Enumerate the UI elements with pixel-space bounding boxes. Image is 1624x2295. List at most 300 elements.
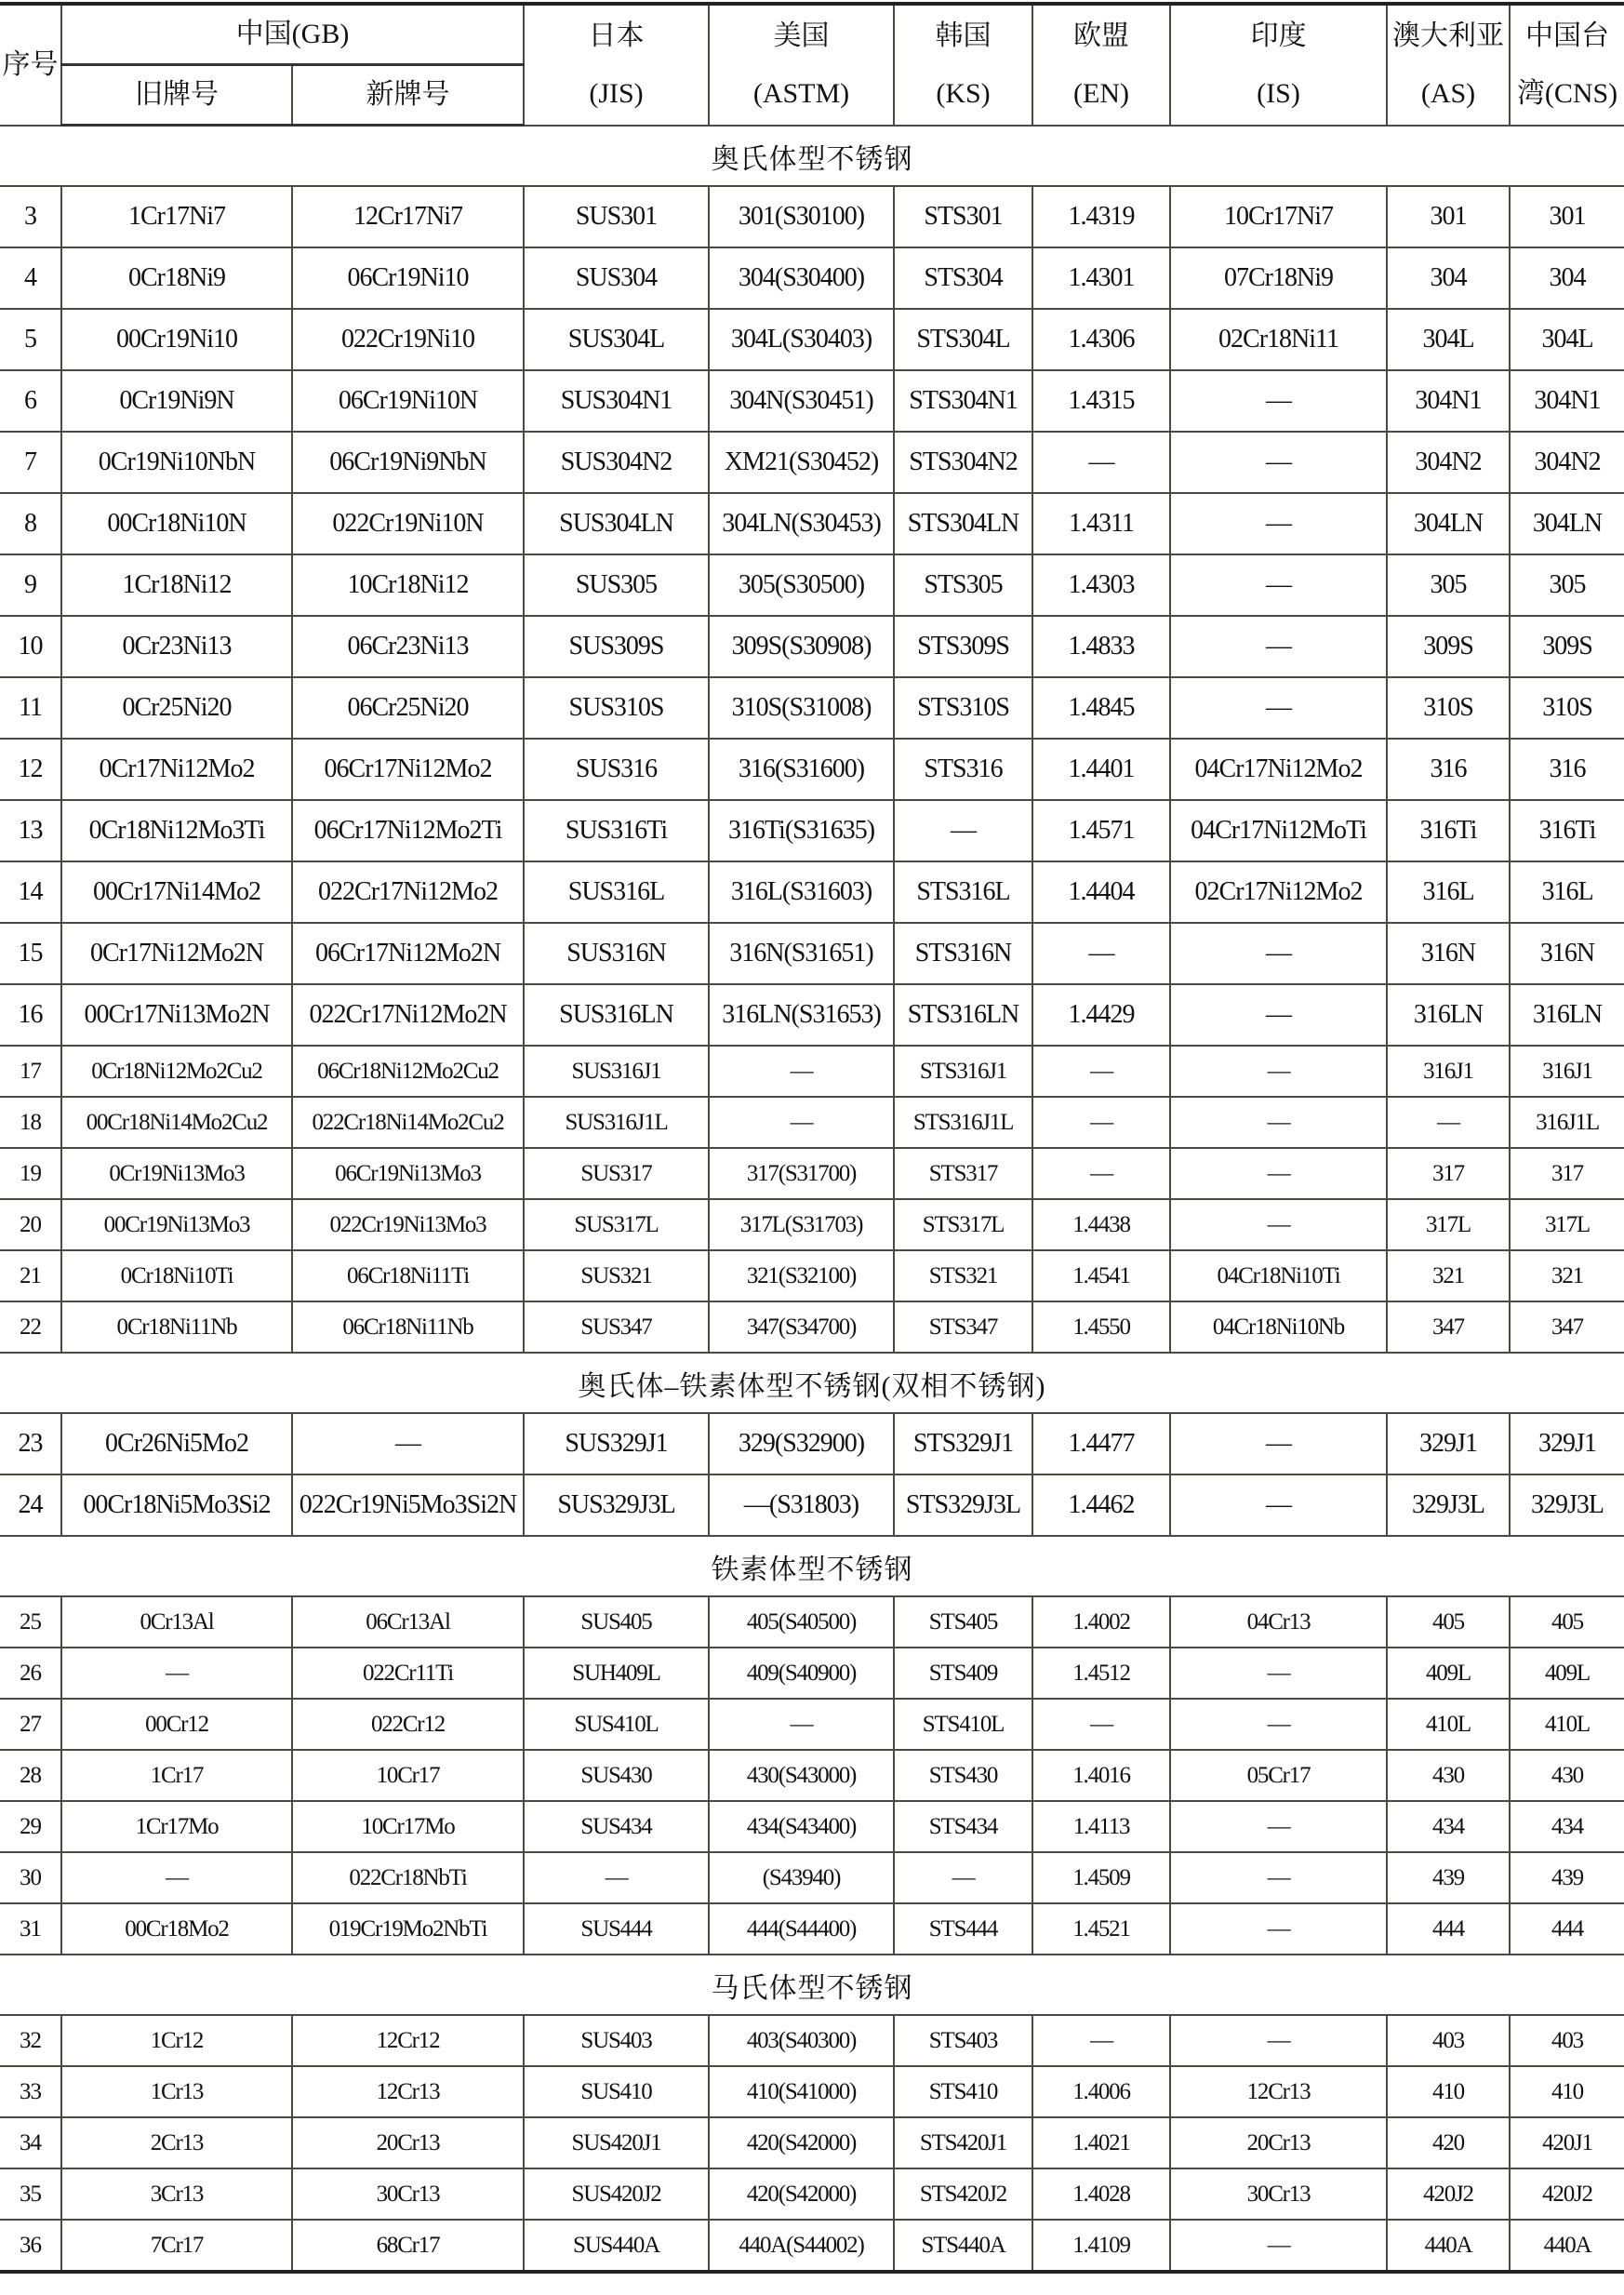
cell-australia-as: 304N2	[1387, 432, 1510, 493]
cell-japan-jis: SUS305	[524, 554, 709, 616]
section-header-row	[0, 1955, 1624, 2015]
cell-china-old: 3Cr13	[61, 2168, 292, 2220]
cell-australia-as: 316Ti	[1387, 800, 1510, 861]
cell-korea-ks: STS403	[894, 2015, 1032, 2066]
cell-india-is: —	[1170, 1903, 1387, 1955]
header-china-gb: 中国(GB)	[61, 4, 524, 65]
cell-index: 21	[0, 1250, 61, 1301]
table-row	[0, 2117, 1624, 2168]
cell-japan-jis: SUS304L	[524, 309, 709, 370]
cell-india-is: —	[1170, 1097, 1387, 1148]
cell-australia-as: 410L	[1387, 1699, 1510, 1750]
cell-eu-en: 1.4303	[1032, 554, 1170, 616]
table-row	[0, 309, 1624, 370]
cell-index: 25	[0, 1596, 61, 1648]
cell-china-new: 06Cr19Ni10	[292, 247, 524, 309]
table-row	[0, 2066, 1624, 2117]
cell-china-old: 0Cr18Ni9	[61, 247, 292, 309]
header-india	[1170, 4, 1387, 126]
cell-japan-jis: SUS316LN	[524, 984, 709, 1046]
cell-china-new: 10Cr17Mo	[292, 1801, 524, 1852]
cell-index: 20	[0, 1199, 61, 1250]
cell-usa-astm: 301(S30100)	[709, 186, 894, 247]
cell-usa-astm: 434(S43400)	[709, 1801, 894, 1852]
cell-usa-astm: (S43940)	[709, 1852, 894, 1903]
cell-china-new: 06Cr17Ni12Mo2N	[292, 923, 524, 984]
cell-korea-ks: STS410L	[894, 1699, 1032, 1750]
cell-japan-jis: SUS410	[524, 2066, 709, 2117]
cell-eu-en: 1.4438	[1032, 1199, 1170, 1250]
table-row	[0, 1474, 1624, 1536]
header-taiwan	[1510, 4, 1624, 126]
cell-eu-en: 1.4306	[1032, 309, 1170, 370]
cell-china-new: 10Cr17	[292, 1750, 524, 1801]
cell-korea-ks: STS434	[894, 1801, 1032, 1852]
cell-taiwan-cns: 316Ti	[1510, 800, 1624, 861]
cell-index: 17	[0, 1046, 61, 1097]
cell-china-new: 06Cr25Ni20	[292, 677, 524, 739]
header-country-name: 美国	[773, 20, 830, 51]
cell-taiwan-cns: 304N2	[1510, 432, 1624, 493]
cell-australia-as: 405	[1387, 1596, 1510, 1648]
cell-index: 8	[0, 493, 61, 554]
cell-australia-as: 347	[1387, 1301, 1510, 1353]
cell-china-new: 022Cr19Ni10N	[292, 493, 524, 554]
cell-india-is: —	[1170, 493, 1387, 554]
table-row	[0, 432, 1624, 493]
cell-usa-astm: 310S(S31008)	[709, 677, 894, 739]
cell-india-is: —	[1170, 923, 1387, 984]
cell-index: 14	[0, 861, 61, 923]
cell-japan-jis: SUS317	[524, 1148, 709, 1199]
cell-australia-as: 316N	[1387, 923, 1510, 984]
cell-korea-ks: STS347	[894, 1301, 1032, 1353]
cell-japan-jis: SUS316N	[524, 923, 709, 984]
cell-taiwan-cns: 410L	[1510, 1699, 1624, 1750]
cell-usa-astm: 304LN(S30453)	[709, 493, 894, 554]
cell-eu-en: —	[1032, 432, 1170, 493]
cell-australia-as: 316	[1387, 739, 1510, 800]
cell-taiwan-cns: 440A	[1510, 2220, 1624, 2272]
header-country-std: (EN)	[1073, 77, 1129, 109]
cell-india-is: 04Cr17Ni12MoTi	[1170, 800, 1387, 861]
cell-usa-astm: 409(S40900)	[709, 1648, 894, 1699]
cell-korea-ks: STS409	[894, 1648, 1032, 1699]
cell-index: 31	[0, 1903, 61, 1955]
cell-india-is: —	[1170, 2220, 1387, 2272]
cell-india-is: 04Cr17Ni12Mo2	[1170, 739, 1387, 800]
cell-china-old: 1Cr17Ni7	[61, 186, 292, 247]
header-country-std: (JIS)	[589, 77, 644, 109]
cell-australia-as: 403	[1387, 2015, 1510, 2066]
cell-india-is: —	[1170, 1852, 1387, 1903]
cell-china-old: 7Cr17	[61, 2220, 292, 2272]
cell-taiwan-cns: 444	[1510, 1903, 1624, 1955]
cell-taiwan-cns: 321	[1510, 1250, 1624, 1301]
cell-china-old: 0Cr18Ni12Mo3Ti	[61, 800, 292, 861]
cell-korea-ks: STS440A	[894, 2220, 1032, 2272]
cell-japan-jis: SUS301	[524, 186, 709, 247]
cell-taiwan-cns: 347	[1510, 1301, 1624, 1353]
cell-japan-jis: SUS410L	[524, 1699, 709, 1750]
table-row	[0, 370, 1624, 432]
cell-china-new: 022Cr17Ni12Mo2N	[292, 984, 524, 1046]
cell-china-old: 1Cr13	[61, 2066, 292, 2117]
cell-taiwan-cns: 317L	[1510, 1199, 1624, 1250]
cell-eu-en: 1.4845	[1032, 677, 1170, 739]
cell-china-new: 022Cr19Ni5Mo3Si2N	[292, 1474, 524, 1536]
cell-australia-as: 410	[1387, 2066, 1510, 2117]
cell-china-new: 30Cr13	[292, 2168, 524, 2220]
cell-usa-astm: 304L(S30403)	[709, 309, 894, 370]
table-row	[0, 1097, 1624, 1148]
cell-australia-as: 430	[1387, 1750, 1510, 1801]
table-row	[0, 1413, 1624, 1474]
cell-japan-jis: SUH409L	[524, 1648, 709, 1699]
cell-taiwan-cns: 420J1	[1510, 2117, 1624, 2168]
section-title: 铁素体型不锈钢	[0, 1536, 1624, 1596]
cell-china-old: 00Cr18Ni14Mo2Cu2	[61, 1097, 292, 1148]
cell-japan-jis: SUS347	[524, 1301, 709, 1353]
header-country-std: 湾(CNS)	[1516, 77, 1618, 109]
table-row	[0, 861, 1624, 923]
cell-china-old: 0Cr19Ni9N	[61, 370, 292, 432]
cell-taiwan-cns: 304	[1510, 247, 1624, 309]
section-header-row	[0, 1536, 1624, 1596]
cell-eu-en: —	[1032, 1046, 1170, 1097]
cell-index: 7	[0, 432, 61, 493]
cell-taiwan-cns: 410	[1510, 2066, 1624, 2117]
header-china-old: 旧牌号	[61, 65, 292, 126]
table-row	[0, 1699, 1624, 1750]
cell-australia-as: 329J1	[1387, 1413, 1510, 1474]
cell-australia-as: 304L	[1387, 309, 1510, 370]
header-country-name: 欧盟	[1073, 20, 1129, 51]
stainless-steel-grade-comparison-table	[0, 2, 1624, 2274]
table-row	[0, 493, 1624, 554]
cell-korea-ks: STS316J1L	[894, 1097, 1032, 1148]
cell-korea-ks: STS301	[894, 186, 1032, 247]
header-country-name: 韩国	[935, 20, 992, 51]
cell-india-is: —	[1170, 432, 1387, 493]
cell-japan-jis: SUS321	[524, 1250, 709, 1301]
cell-taiwan-cns: 316N	[1510, 923, 1624, 984]
cell-korea-ks: STS316J1	[894, 1046, 1032, 1097]
cell-japan-jis: SUS440A	[524, 2220, 709, 2272]
header-australia	[1387, 4, 1510, 126]
cell-korea-ks: STS405	[894, 1596, 1032, 1648]
cell-india-is: —	[1170, 1699, 1387, 1750]
cell-india-is: —	[1170, 1801, 1387, 1852]
cell-china-new: 022Cr18NbTi	[292, 1852, 524, 1903]
cell-india-is: —	[1170, 554, 1387, 616]
table-row	[0, 739, 1624, 800]
section-title: 奥氏体型不锈钢	[0, 126, 1624, 187]
cell-eu-en: 1.4315	[1032, 370, 1170, 432]
cell-eu-en: 1.4028	[1032, 2168, 1170, 2220]
cell-usa-astm: 420(S42000)	[709, 2168, 894, 2220]
section-header-row	[0, 1353, 1624, 1413]
header-usa	[709, 4, 894, 126]
table-row	[0, 1250, 1624, 1301]
table-row	[0, 1199, 1624, 1250]
cell-india-is: —	[1170, 616, 1387, 677]
cell-australia-as: 420J2	[1387, 2168, 1510, 2220]
cell-india-is: 02Cr18Ni11	[1170, 309, 1387, 370]
cell-china-new: 12Cr17Ni7	[292, 186, 524, 247]
cell-india-is: —	[1170, 1046, 1387, 1097]
cell-eu-en: 1.4462	[1032, 1474, 1170, 1536]
cell-taiwan-cns: 316	[1510, 739, 1624, 800]
cell-australia-as: 317	[1387, 1148, 1510, 1199]
cell-taiwan-cns: 309S	[1510, 616, 1624, 677]
cell-korea-ks: —	[894, 1852, 1032, 1903]
cell-australia-as: 304	[1387, 247, 1510, 309]
cell-china-old: 0Cr25Ni20	[61, 677, 292, 739]
cell-japan-jis: SUS304	[524, 247, 709, 309]
cell-index: 3	[0, 186, 61, 247]
table-header	[0, 4, 1624, 126]
cell-index: 33	[0, 2066, 61, 2117]
cell-index: 28	[0, 1750, 61, 1801]
cell-japan-jis: SUS405	[524, 1596, 709, 1648]
cell-india-is: —	[1170, 1474, 1387, 1536]
cell-usa-astm: 430(S43000)	[709, 1750, 894, 1801]
header-eu	[1032, 4, 1170, 126]
cell-india-is: 02Cr17Ni12Mo2	[1170, 861, 1387, 923]
cell-australia-as: 316L	[1387, 861, 1510, 923]
cell-korea-ks: STS430	[894, 1750, 1032, 1801]
cell-eu-en: 1.4319	[1032, 186, 1170, 247]
cell-usa-astm: 444(S44400)	[709, 1903, 894, 1955]
cell-china-new: 12Cr12	[292, 2015, 524, 2066]
cell-australia-as: 305	[1387, 554, 1510, 616]
cell-korea-ks: STS420J2	[894, 2168, 1032, 2220]
section-header-row	[0, 126, 1624, 187]
cell-taiwan-cns: 434	[1510, 1801, 1624, 1852]
cell-eu-en: 1.4109	[1032, 2220, 1170, 2272]
section-title: 奥氏体–铁素体型不锈钢(双相不锈钢)	[0, 1353, 1624, 1413]
cell-korea-ks: STS316LN	[894, 984, 1032, 1046]
table-row	[0, 1750, 1624, 1801]
cell-india-is: —	[1170, 677, 1387, 739]
cell-japan-jis: SUS420J2	[524, 2168, 709, 2220]
cell-china-new: 022Cr19Ni10	[292, 309, 524, 370]
cell-japan-jis: SUS316J1L	[524, 1097, 709, 1148]
cell-eu-en: 1.4541	[1032, 1250, 1170, 1301]
cell-taiwan-cns: 403	[1510, 2015, 1624, 2066]
cell-taiwan-cns: 316L	[1510, 861, 1624, 923]
cell-usa-astm: 440A(S44002)	[709, 2220, 894, 2272]
cell-usa-astm: XM21(S30452)	[709, 432, 894, 493]
cell-india-is: 12Cr13	[1170, 2066, 1387, 2117]
cell-china-old: 0Cr26Ni5Mo2	[61, 1413, 292, 1474]
cell-usa-astm: 316L(S31603)	[709, 861, 894, 923]
cell-korea-ks: STS317L	[894, 1199, 1032, 1250]
cell-taiwan-cns: 439	[1510, 1852, 1624, 1903]
cell-korea-ks: STS317	[894, 1148, 1032, 1199]
cell-usa-astm: 317(S31700)	[709, 1148, 894, 1199]
cell-australia-as: 440A	[1387, 2220, 1510, 2272]
cell-korea-ks: STS304	[894, 247, 1032, 309]
cell-japan-jis: SUS310S	[524, 677, 709, 739]
cell-china-new: 06Cr17Ni12Mo2	[292, 739, 524, 800]
cell-taiwan-cns: 317	[1510, 1148, 1624, 1199]
cell-taiwan-cns: 310S	[1510, 677, 1624, 739]
cell-korea-ks: STS316	[894, 739, 1032, 800]
section-title: 马氏体型不锈钢	[0, 1955, 1624, 2015]
cell-australia-as: 444	[1387, 1903, 1510, 1955]
cell-india-is: —	[1170, 1199, 1387, 1250]
cell-index: 36	[0, 2220, 61, 2272]
cell-usa-astm: 316LN(S31653)	[709, 984, 894, 1046]
cell-korea-ks: STS321	[894, 1250, 1032, 1301]
cell-australia-as: 301	[1387, 186, 1510, 247]
cell-china-old: 0Cr17Ni12Mo2	[61, 739, 292, 800]
cell-china-new: 10Cr18Ni12	[292, 554, 524, 616]
table-row	[0, 1648, 1624, 1699]
cell-index: 26	[0, 1648, 61, 1699]
cell-taiwan-cns: 405	[1510, 1596, 1624, 1648]
cell-eu-en: 1.4016	[1032, 1750, 1170, 1801]
cell-australia-as: 316LN	[1387, 984, 1510, 1046]
cell-eu-en: 1.4006	[1032, 2066, 1170, 2117]
cell-australia-as: 316J1	[1387, 1046, 1510, 1097]
cell-eu-en: 1.4311	[1032, 493, 1170, 554]
cell-taiwan-cns: 304L	[1510, 309, 1624, 370]
cell-index: 5	[0, 309, 61, 370]
cell-india-is: 07Cr18Ni9	[1170, 247, 1387, 309]
cell-usa-astm: 316Ti(S31635)	[709, 800, 894, 861]
cell-china-new: 20Cr13	[292, 2117, 524, 2168]
cell-china-new: 06Cr13Al	[292, 1596, 524, 1648]
cell-korea-ks: STS410	[894, 2066, 1032, 2117]
cell-india-is: 30Cr13	[1170, 2168, 1387, 2220]
cell-korea-ks: STS329J3L	[894, 1474, 1032, 1536]
cell-australia-as: 304N1	[1387, 370, 1510, 432]
cell-index: 9	[0, 554, 61, 616]
cell-index: 18	[0, 1097, 61, 1148]
cell-india-is: —	[1170, 370, 1387, 432]
cell-eu-en: 1.4429	[1032, 984, 1170, 1046]
cell-korea-ks: STS310S	[894, 677, 1032, 739]
header-japan	[524, 4, 709, 126]
cell-usa-astm: 347(S34700)	[709, 1301, 894, 1353]
cell-china-new: 022Cr19Ni13Mo3	[292, 1199, 524, 1250]
cell-index: 12	[0, 739, 61, 800]
cell-japan-jis: SUS304N2	[524, 432, 709, 493]
cell-usa-astm: 321(S32100)	[709, 1250, 894, 1301]
cell-index: 24	[0, 1474, 61, 1536]
cell-korea-ks: STS420J1	[894, 2117, 1032, 2168]
cell-australia-as: 329J3L	[1387, 1474, 1510, 1536]
table-row	[0, 247, 1624, 309]
cell-korea-ks: STS316N	[894, 923, 1032, 984]
header-country-std: (KS)	[936, 77, 991, 109]
cell-china-new: —	[292, 1413, 524, 1474]
cell-china-new: 019Cr19Mo2NbTi	[292, 1903, 524, 1955]
cell-eu-en: 1.4401	[1032, 739, 1170, 800]
cell-korea-ks: STS304LN	[894, 493, 1032, 554]
cell-china-old: 0Cr18Ni11Nb	[61, 1301, 292, 1353]
cell-china-old: 00Cr19Ni13Mo3	[61, 1199, 292, 1250]
cell-eu-en: 1.4477	[1032, 1413, 1170, 1474]
cell-usa-astm: 410(S41000)	[709, 2066, 894, 2117]
cell-india-is: 10Cr17Ni7	[1170, 186, 1387, 247]
table-row	[0, 923, 1624, 984]
cell-china-old: 00Cr12	[61, 1699, 292, 1750]
cell-eu-en: 1.4521	[1032, 1903, 1170, 1955]
table-row	[0, 1301, 1624, 1353]
cell-japan-jis: SUS329J1	[524, 1413, 709, 1474]
cell-china-new: 06Cr19Ni13Mo3	[292, 1148, 524, 1199]
cell-japan-jis: SUS403	[524, 2015, 709, 2066]
cell-eu-en: —	[1032, 1699, 1170, 1750]
cell-taiwan-cns: 304N1	[1510, 370, 1624, 432]
cell-india-is: 05Cr17	[1170, 1750, 1387, 1801]
table-row	[0, 554, 1624, 616]
cell-usa-astm: 317L(S31703)	[709, 1199, 894, 1250]
cell-china-old: 0Cr17Ni12Mo2N	[61, 923, 292, 984]
cell-india-is: 04Cr13	[1170, 1596, 1387, 1648]
header-row-1	[0, 4, 1624, 65]
cell-china-new: 022Cr17Ni12Mo2	[292, 861, 524, 923]
cell-japan-jis: SUS304LN	[524, 493, 709, 554]
table-row	[0, 1903, 1624, 1955]
cell-index: 30	[0, 1852, 61, 1903]
table-row	[0, 616, 1624, 677]
cell-china-old: 0Cr18Ni10Ti	[61, 1250, 292, 1301]
cell-india-is: —	[1170, 2015, 1387, 2066]
cell-taiwan-cns: 316LN	[1510, 984, 1624, 1046]
cell-australia-as: 434	[1387, 1801, 1510, 1852]
cell-australia-as: 420	[1387, 2117, 1510, 2168]
cell-korea-ks: STS304L	[894, 309, 1032, 370]
cell-usa-astm: 309S(S30908)	[709, 616, 894, 677]
cell-index: 15	[0, 923, 61, 984]
cell-japan-jis: SUS316	[524, 739, 709, 800]
cell-eu-en: —	[1032, 1148, 1170, 1199]
cell-china-old: 1Cr17Mo	[61, 1801, 292, 1852]
cell-china-old: 00Cr18Ni10N	[61, 493, 292, 554]
cell-china-old: 00Cr18Mo2	[61, 1903, 292, 1955]
cell-china-new: 06Cr23Ni13	[292, 616, 524, 677]
cell-australia-as: 310S	[1387, 677, 1510, 739]
cell-india-is: 04Cr18Ni10Nb	[1170, 1301, 1387, 1353]
cell-index: 22	[0, 1301, 61, 1353]
cell-index: 19	[0, 1148, 61, 1199]
header-country-std: (ASTM)	[752, 77, 850, 109]
cell-japan-jis: SUS444	[524, 1903, 709, 1955]
cell-china-new: 06Cr18Ni11Ti	[292, 1250, 524, 1301]
cell-korea-ks: STS305	[894, 554, 1032, 616]
cell-eu-en: —	[1032, 2015, 1170, 2066]
cell-japan-jis: SUS316Ti	[524, 800, 709, 861]
cell-china-old: 0Cr13Al	[61, 1596, 292, 1648]
cell-japan-jis: SUS316J1	[524, 1046, 709, 1097]
cell-taiwan-cns: 409L	[1510, 1648, 1624, 1699]
cell-usa-astm: 305(S30500)	[709, 554, 894, 616]
cell-korea-ks: STS304N2	[894, 432, 1032, 493]
cell-japan-jis: SUS316L	[524, 861, 709, 923]
cell-index: 29	[0, 1801, 61, 1852]
table-row	[0, 1852, 1624, 1903]
cell-index: 4	[0, 247, 61, 309]
cell-china-old: 00Cr17Ni14Mo2	[61, 861, 292, 923]
cell-eu-en: 1.4021	[1032, 2117, 1170, 2168]
cell-china-old: 1Cr18Ni12	[61, 554, 292, 616]
table-row	[0, 2220, 1624, 2272]
